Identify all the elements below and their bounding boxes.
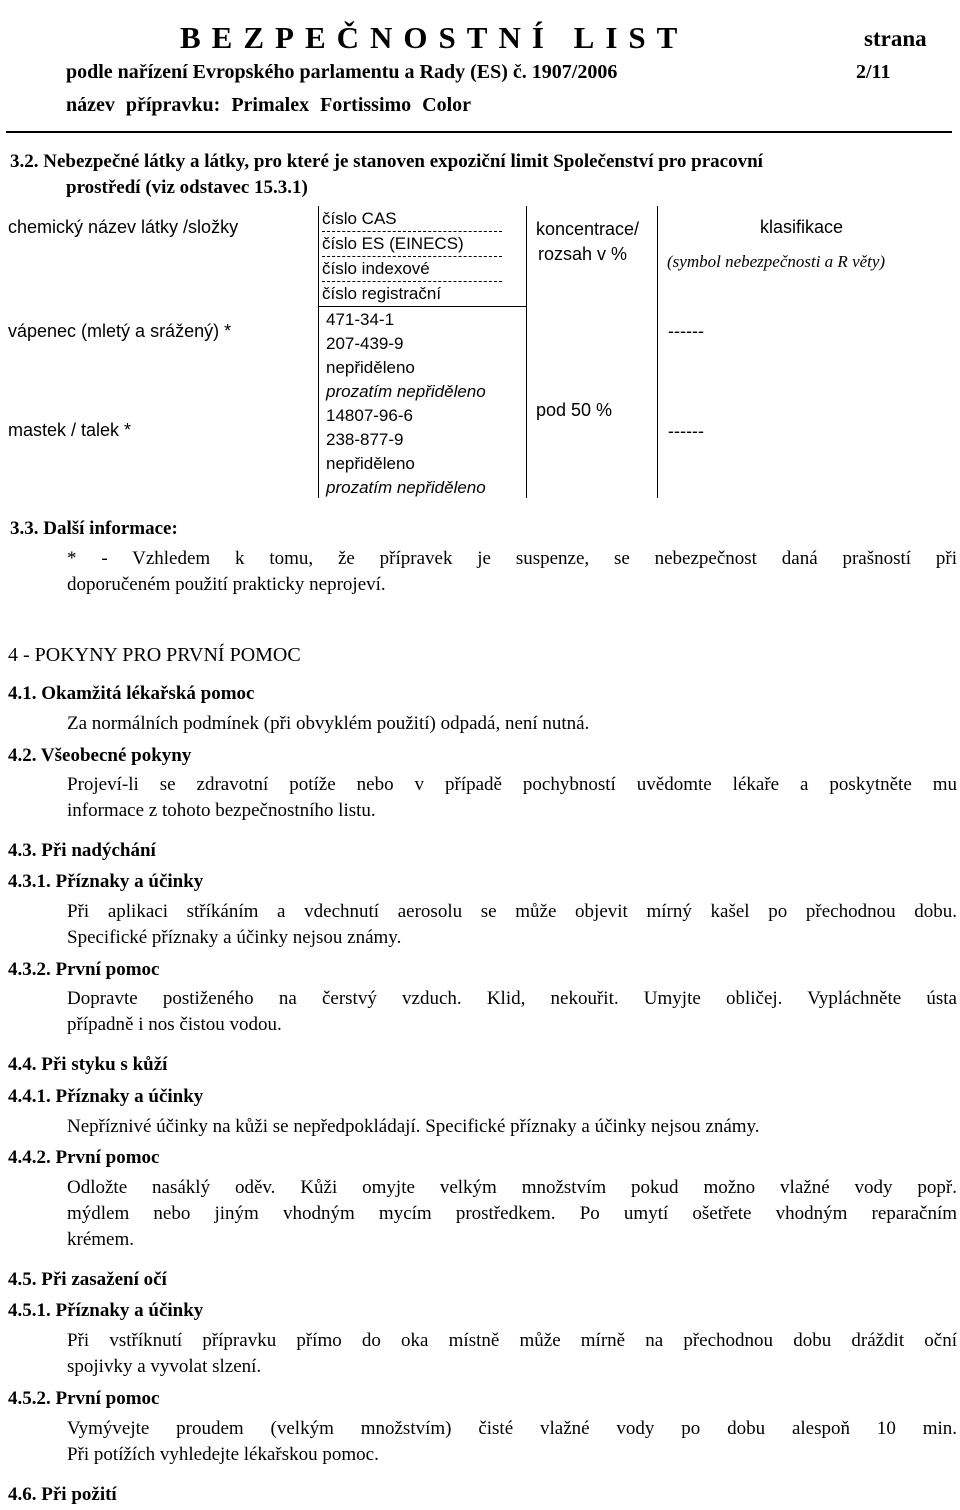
section-3-2-heading-line2: prostředí (viz odstavec 15.3.1) [66, 177, 308, 198]
col-header-einecs: číslo ES (EINECS) [322, 232, 502, 257]
section-4-3-2-line2: případně i nos čistou vodou. [67, 1014, 282, 1035]
section-4-5-heading: 4.5. Při zasažení očí [8, 1269, 167, 1290]
section-4-2-heading: 4.2. Všeobecné pokyny [8, 745, 192, 766]
section-4-3-heading: 4.3. Při nadýchání [8, 840, 156, 861]
section-4-3-2-heading: 4.3.2. První pomoc [8, 959, 160, 980]
col-header-ids [322, 207, 502, 306]
table-divider [657, 206, 658, 498]
table-row-name: vápenec (mletý a srážený) * [8, 321, 232, 341]
section-4-4-2-line2 [67, 1201, 957, 1227]
col-header-cas: číslo CAS [322, 207, 502, 232]
col-header-substance: chemický název látky /složky [8, 217, 239, 237]
section-4-5-1-line1-text: Při vstříknutí přípravku přímo do oka místně může mírně na přechodnou dobu dráždit oční [67, 1330, 957, 1351]
section-4-3-2-line1-text: Dopravte postiženého na čerstvý vzduch. Klid, nekouřit. Umyjte obličej. Vypláchněte ústa [67, 988, 957, 1009]
section-4-4-2-line1-text: Odložte nasáklý oděv. Kůži omyjte velkým množstvím pokud možno vlažné vody popř. [67, 1177, 957, 1198]
table-cell-cas: 14807-96-6 [326, 406, 413, 425]
section-4-2-line1-text: Projeví-li se zdravotní potíže nebo v případě pochybností uvědomte lékaře a poskytněte mu [67, 774, 957, 795]
table-row-name: mastek / talek * [8, 420, 132, 440]
table-cell-einecs: 238-877-9 [326, 430, 404, 449]
section-4-4-2-line2-text: mýdlem nebo jiným vhodným mycím prostředkem. Po umytí ošetřete vhodným reparačním [67, 1203, 957, 1224]
table-cell-einecs: 207-439-9 [326, 334, 404, 353]
regulation-text: podle nařízení Evropského parlamentu a Rady (ES) č. 1907/2006 [66, 61, 618, 83]
header-divider [6, 131, 952, 133]
section-4-5-2-line1-text: Vymývejte proudem (velkým množstvím) čisté vlažné vody po dobu alespoň 10 min. [67, 1418, 957, 1439]
section-3-3-heading: 3.3. Další informace: [10, 518, 178, 539]
page-number: 2/11 [856, 61, 891, 83]
col-header-concentration [536, 217, 639, 267]
section-3-3-text-line1: * - Vzhledem k tomu, že přípravek je suspenze, se nebezpečnost daná prašností při [67, 548, 957, 569]
table-cell-registration: prozatím nepřiděleno [326, 478, 486, 497]
section-4-4-2-heading: 4.4.2. První pomoc [8, 1147, 160, 1168]
col-header-classification: klasifikace [760, 217, 844, 237]
section-4-5-2-line2: Při potížích vyhledejte lékařskou pomoc. [67, 1444, 379, 1465]
section-4-4-1-heading: 4.4.1. Příznaky a účinky [8, 1086, 204, 1107]
section-4-6-heading: 4.6. Při požití [8, 1484, 117, 1505]
section-4-1-heading: 4.1. Okamžitá lékařská pomoc [8, 683, 255, 704]
section-3-2-heading-line1: 3.2. Nebezpečné látky a látky, pro které je stanoven expoziční limit Společenství pro pracovní [10, 151, 763, 172]
product-name: název přípravku: Primalex Fortissimo Color [66, 94, 472, 116]
section-4-3-2-line1 [67, 986, 957, 1012]
section-4-3-1-line1-text: Při aplikaci stříkáním a vdechnutí aerosolu se může objevit mírný kašel po přechodnou dobu. [67, 901, 957, 922]
section-3-3-text-line2: doporučeném použití prakticky neprojeví. [67, 574, 386, 595]
section-4-4-1-text: Nepříznivé účinky na kůži se nepředpokládají. Specifické příznaky a účinky nejsou známy. [67, 1116, 760, 1137]
col-header-concentration-line1: koncentrace/ [536, 219, 640, 239]
table-cell-index: nepřiděleno [326, 454, 415, 473]
table-divider [318, 206, 319, 498]
section-4-5-2-heading: 4.5.2. První pomoc [8, 1388, 160, 1409]
section-4-4-heading: 4.4. Při styku s kůží [8, 1054, 168, 1075]
table-cell-index: nepřiděleno [326, 358, 415, 377]
table-row-divider [318, 306, 526, 307]
table-cell-concentration: pod 50 % [536, 400, 613, 420]
section-4-5-2-line1 [67, 1416, 957, 1442]
section-4-5-1-line1 [67, 1328, 957, 1354]
section-4-5-1-line2: spojivky a vyvolat slzení. [67, 1356, 262, 1377]
section-4-2-line2: informace z tohoto bezpečnostního listu. [67, 800, 376, 821]
document-title: BEZPEČNOSTNÍ LIST [180, 20, 689, 55]
section-4-3-1-line1 [67, 899, 957, 925]
table-cell-classification: ------ [668, 321, 704, 341]
section-4-heading: 4 - POKYNY PRO PRVNÍ POMOC [8, 644, 301, 666]
section-4-2-line1 [67, 772, 957, 798]
table-divider [526, 206, 527, 498]
col-header-registration: číslo registrační [322, 284, 442, 303]
table-cell-cas: 471-34-1 [326, 310, 395, 329]
col-header-classification-note: (symbol nebezpečnosti a R věty) [667, 252, 886, 271]
section-4-3-1-heading: 4.3.1. Příznaky a účinky [8, 871, 204, 892]
section-4-5-1-heading: 4.5.1. Příznaky a účinky [8, 1300, 204, 1321]
table-row-ids [326, 404, 506, 500]
table-cell-classification: ------ [668, 421, 704, 441]
table-row-ids [326, 308, 506, 404]
section-4-4-2-line1 [67, 1175, 957, 1201]
page-label: strana [864, 26, 927, 51]
section-4-1-text: Za normálních podmínek (při obvyklém použití) odpadá, není nutná. [67, 713, 590, 734]
col-header-index: číslo indexové [322, 257, 502, 282]
table-cell-registration: prozatím nepřiděleno [326, 382, 486, 401]
section-4-3-1-line2: Specifické příznaky a účinky nejsou známy. [67, 927, 402, 948]
section-4-4-2-line3: krémem. [67, 1229, 135, 1250]
section-3-2-heading [10, 149, 940, 201]
col-header-concentration-line2: rozsah v % [538, 244, 628, 264]
